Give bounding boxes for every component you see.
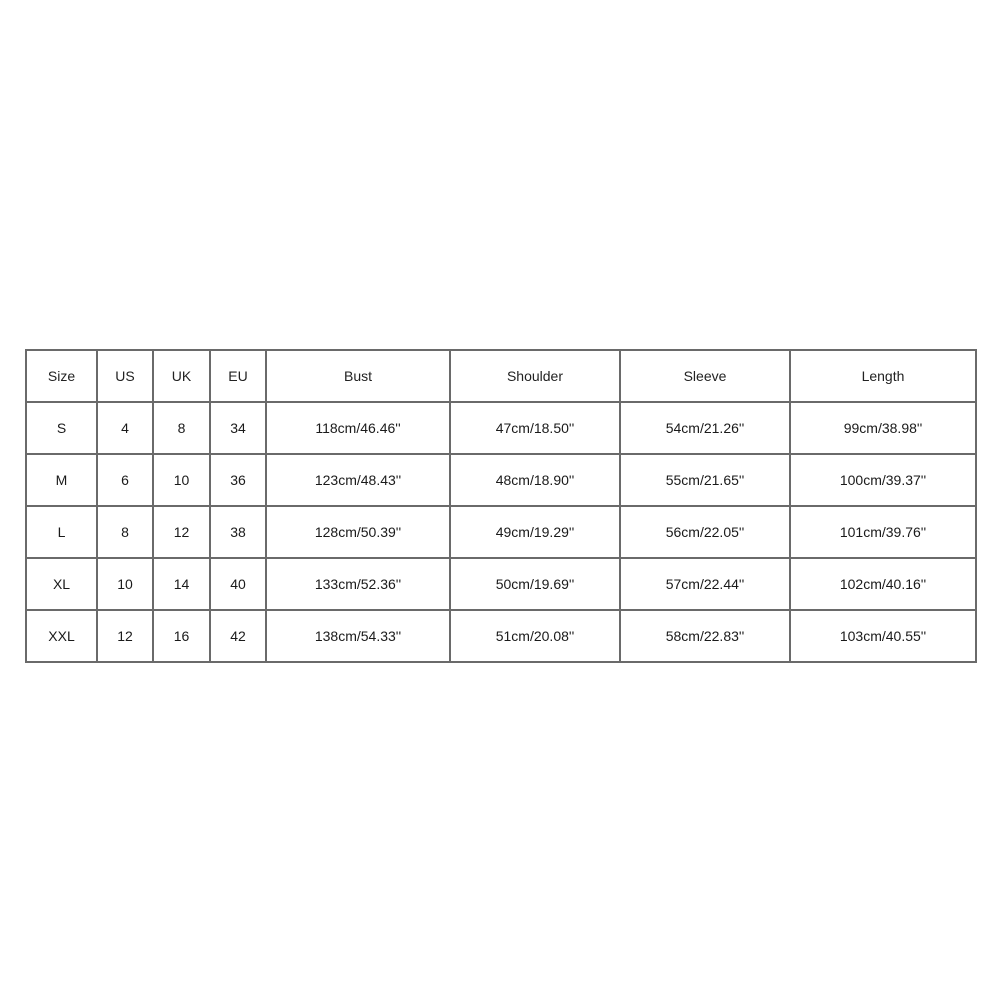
cell-sleeve: 57cm/22.44'' (620, 558, 790, 610)
table-header-row (26, 350, 976, 402)
cell-size: XXL (26, 610, 97, 662)
header-length: Length (790, 350, 976, 402)
cell-size: XL (26, 558, 97, 610)
cell-uk: 8 (153, 402, 210, 454)
cell-us: 12 (97, 610, 153, 662)
header-sleeve: Sleeve (620, 350, 790, 402)
cell-length: 103cm/40.55'' (790, 610, 976, 662)
cell-bust: 133cm/52.36'' (266, 558, 450, 610)
cell-us: 10 (97, 558, 153, 610)
cell-size: L (26, 506, 97, 558)
cell-uk: 16 (153, 610, 210, 662)
cell-size: S (26, 402, 97, 454)
cell-eu: 38 (210, 506, 266, 558)
header-size: Size (26, 350, 97, 402)
cell-bust: 138cm/54.33'' (266, 610, 450, 662)
size-chart-table (25, 349, 977, 663)
cell-length: 100cm/39.37'' (790, 454, 976, 506)
header-bust: Bust (266, 350, 450, 402)
cell-shoulder: 48cm/18.90'' (450, 454, 620, 506)
cell-eu: 40 (210, 558, 266, 610)
cell-us: 6 (97, 454, 153, 506)
cell-sleeve: 58cm/22.83'' (620, 610, 790, 662)
cell-shoulder: 47cm/18.50'' (450, 402, 620, 454)
header-eu: EU (210, 350, 266, 402)
table-row (26, 402, 976, 454)
cell-bust: 123cm/48.43'' (266, 454, 450, 506)
table-row (26, 610, 976, 662)
cell-sleeve: 55cm/21.65'' (620, 454, 790, 506)
cell-eu: 42 (210, 610, 266, 662)
header-us: US (97, 350, 153, 402)
cell-shoulder: 49cm/19.29'' (450, 506, 620, 558)
cell-bust: 118cm/46.46'' (266, 402, 450, 454)
cell-length: 102cm/40.16'' (790, 558, 976, 610)
table-row (26, 558, 976, 610)
cell-eu: 36 (210, 454, 266, 506)
cell-us: 8 (97, 506, 153, 558)
cell-length: 101cm/39.76'' (790, 506, 976, 558)
cell-shoulder: 50cm/19.69'' (450, 558, 620, 610)
header-shoulder: Shoulder (450, 350, 620, 402)
table-row (26, 506, 976, 558)
cell-uk: 12 (153, 506, 210, 558)
cell-uk: 14 (153, 558, 210, 610)
header-uk: UK (153, 350, 210, 402)
cell-eu: 34 (210, 402, 266, 454)
cell-length: 99cm/38.98'' (790, 402, 976, 454)
table-row (26, 454, 976, 506)
cell-us: 4 (97, 402, 153, 454)
cell-sleeve: 54cm/21.26'' (620, 402, 790, 454)
cell-bust: 128cm/50.39'' (266, 506, 450, 558)
cell-uk: 10 (153, 454, 210, 506)
cell-sleeve: 56cm/22.05'' (620, 506, 790, 558)
cell-shoulder: 51cm/20.08'' (450, 610, 620, 662)
cell-size: M (26, 454, 97, 506)
